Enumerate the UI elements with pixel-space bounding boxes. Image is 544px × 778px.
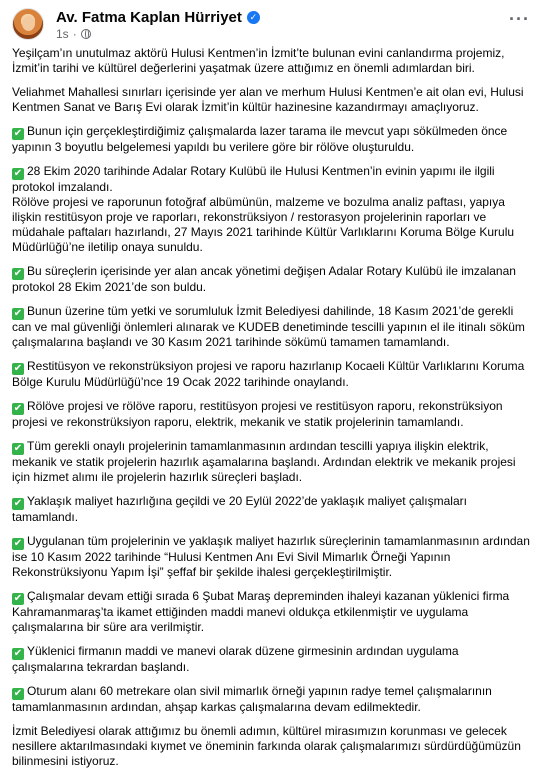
paragraph-text: Oturum alanı 60 metrekare olan sivil mimarlık örneği yapının radye temel çalışmalarının tamamlanmasının ardından, ahşap karkas çalışmalarına devam edilmektedir. xyxy=(12,684,492,714)
check-mark-icon: ✔ xyxy=(13,443,23,454)
post-time[interactable]: 1s xyxy=(56,27,69,41)
paragraph-text: İzmit Belediyesi olarak attığımız bu önemli adımın, kültürel mirasımızın korunması ve gelecek nesillere aktarılmasındaki kıymet ve öneminin farkında olarak çalışmalarımızı sürdürdüğümüzün bilinmesini istiyoruz. xyxy=(12,724,521,768)
paragraph-text: Uygulanan tüm projelerinin ve yaklaşık maliyet hazırlık süreçlerinin tamamlanmasının ardından ise 10 Kasım 2022 tarihinde “Hulusi Kentmen Anı Evi Sivil Mimarlık Örneği Yapının Rekonstrüksiyonu Yapım İşi” şeffaf bir şekilde ihalesi gerçekleştirilmiştir. xyxy=(12,534,530,579)
check-mark-icon: ✔ xyxy=(13,403,23,414)
globe-icon xyxy=(81,29,91,39)
post-paragraph xyxy=(12,644,532,675)
post-body xyxy=(12,46,532,778)
check-mark-icon: ✔ xyxy=(13,498,23,509)
verified-badge-icon: ✓ xyxy=(247,11,260,24)
post-paragraph xyxy=(12,85,532,115)
post-paragraph xyxy=(12,589,532,635)
post-paragraph xyxy=(12,494,532,525)
post-paragraph xyxy=(12,534,532,580)
paragraph-text: Restitüsyon ve rekonstrüksiyon projesi ve raporu hazırlanıp Kocaeli Kültür Varlıklarını Koruma Bölge Kurulu Müdürlüğü’nce 19 Ocak 2022 tarihinde onaylandı. xyxy=(12,359,525,389)
avatar-face xyxy=(22,16,35,31)
check-mark-icon: ✔ xyxy=(13,593,23,604)
check-mark-icon: ✔ xyxy=(13,128,23,139)
author-name[interactable]: Av. Fatma Kaplan Hürriyet xyxy=(56,9,242,26)
check-mark-icon: ✔ xyxy=(13,268,23,279)
paragraph-text: 28 Ekim 2020 tarihinde Adalar Rotary Kulübü ile Hulusi Kentmen’in evinin yapımı ile ilgili protokol imzalandı. xyxy=(12,164,495,194)
check-mark-icon: ✔ xyxy=(13,168,23,179)
more-options-button[interactable]: ··· xyxy=(509,9,530,29)
paragraph-text: Bu süreçlerin içerisinde yer alan ancak yönetimi değişen Adalar Rotary Kulübü ile imzalanan protokol 28 Ekim 2021’de son buldu. xyxy=(12,264,516,294)
check-mark-icon: ✔ xyxy=(13,363,23,374)
post-header xyxy=(12,8,536,42)
avatar[interactable] xyxy=(12,8,44,40)
paragraph-text: Bunun üzerine tüm yetki ve sorumluluk İzmit Belediyesi dahilinde, 18 Kasım 2021’de gerekli can ve mal güvenliği önlemleri alınarak ve KUDEB denetiminde tescilli yapının el ile itinalı söküm çalışmalarına başlandı ve 30 Kasım 2021 tarihinde sökümü tamamen tamamlandı. xyxy=(12,304,525,349)
post-paragraph xyxy=(12,124,532,155)
post-paragraph xyxy=(12,46,532,76)
paragraph-text: Veliahmet Mahallesi sınırları içerisinde yer alan ve merhum Hulusi Kentmen’e ait olan evi, Hulusi Kentmen Sanat ve Barış Evi olarak İzmit’in kültür hazinesine kazandırmayı amaçlıyoruz. xyxy=(12,85,524,114)
paragraph-text: Bunun için gerçekleştirdiğimiz çalışmalarda lazer tarama ile mevcut yapı sökülmeden önce yapının 3 boyutlu belgelemesi yapıldı bu verilere göre bir rölöve oluşturuldu. xyxy=(12,124,508,154)
post-paragraph xyxy=(12,684,532,715)
post-paragraph xyxy=(12,399,532,430)
paragraph-text: Rölöve projesi ve raporunun fotoğraf albümünün, malzeme ve bozulma analiz paftası, yapıya ilişkin restitüsyon proje ve raporları, rekonstrüksiyon / restorasyon projelerinin raporları ve müdahale paftaları hazırlandı, 27 Mayıs 2021 tarihinde Kültür Varlıklarını Koruma Bölge Kurulu Müdürlüğü’ne iletilip onaya sunuldu. xyxy=(12,195,515,254)
post-paragraph xyxy=(12,359,532,390)
post-paragraph xyxy=(12,724,532,769)
post-paragraph xyxy=(12,264,532,295)
separator-dot: · xyxy=(72,27,77,41)
post-paragraph xyxy=(12,304,532,350)
paragraph-text: Rölöve projesi ve rölöve raporu, restitüsyon projesi ve restitüsyon raporu, rekonstrüksiyon projesi ve rekonstrüksiyon raporu, elektrik, mekanik ve statik projelerinin tamamlandı. xyxy=(12,399,503,429)
check-mark-icon: ✔ xyxy=(13,648,23,659)
post-meta xyxy=(56,27,91,41)
check-mark-icon: ✔ xyxy=(13,688,23,699)
paragraph-text: Çalışmalar devam ettiği sırada 6 Şubat Maraş depreminden ihaleyi kazanan yüklenici firma Kahramanmaraş’ta ikamet ettiğinden maddi manevi oldukça etkilenmiştir ve uygulama çalışmalarına bir süre ara verilmiştir. xyxy=(12,589,510,634)
author-line xyxy=(56,9,260,26)
post-paragraph xyxy=(12,439,532,485)
paragraph-text: Yeşilçam’ın unutulmaz aktörü Hulusi Kentmen’in İzmit’te bulunan evini canlandırma projemiz, İzmit’in tarihi ve kültürel değerlerini yaşatmak üzere attığımız en önemli adımlardan biri. xyxy=(12,46,505,75)
paragraph-text: Tüm gerekli onaylı projelerinin tamamlanmasının ardından tescilli yapıya ilişkin elektrik, mekanik ve statik projelerin hazırlık aşamalarına başlandı. Ardından elektrik ve mekanik projesi için hizmet alımı ile projelerin hazırlık süreçleri başladı. xyxy=(12,439,516,484)
paragraph-text: Yaklaşık maliyet hazırlığına geçildi ve 20 Eylül 2022’de yaklaşık maliyet çalışmaları tamamlandı. xyxy=(12,494,467,524)
check-mark-icon: ✔ xyxy=(13,538,23,549)
paragraph-text: Yüklenici firmanın maddi ve manevi olarak düzene girmesinin ardından uygulama çalışmalarına tekrardan başlandı. xyxy=(12,644,459,674)
check-mark-icon: ✔ xyxy=(13,308,23,319)
post-paragraph xyxy=(12,164,532,255)
